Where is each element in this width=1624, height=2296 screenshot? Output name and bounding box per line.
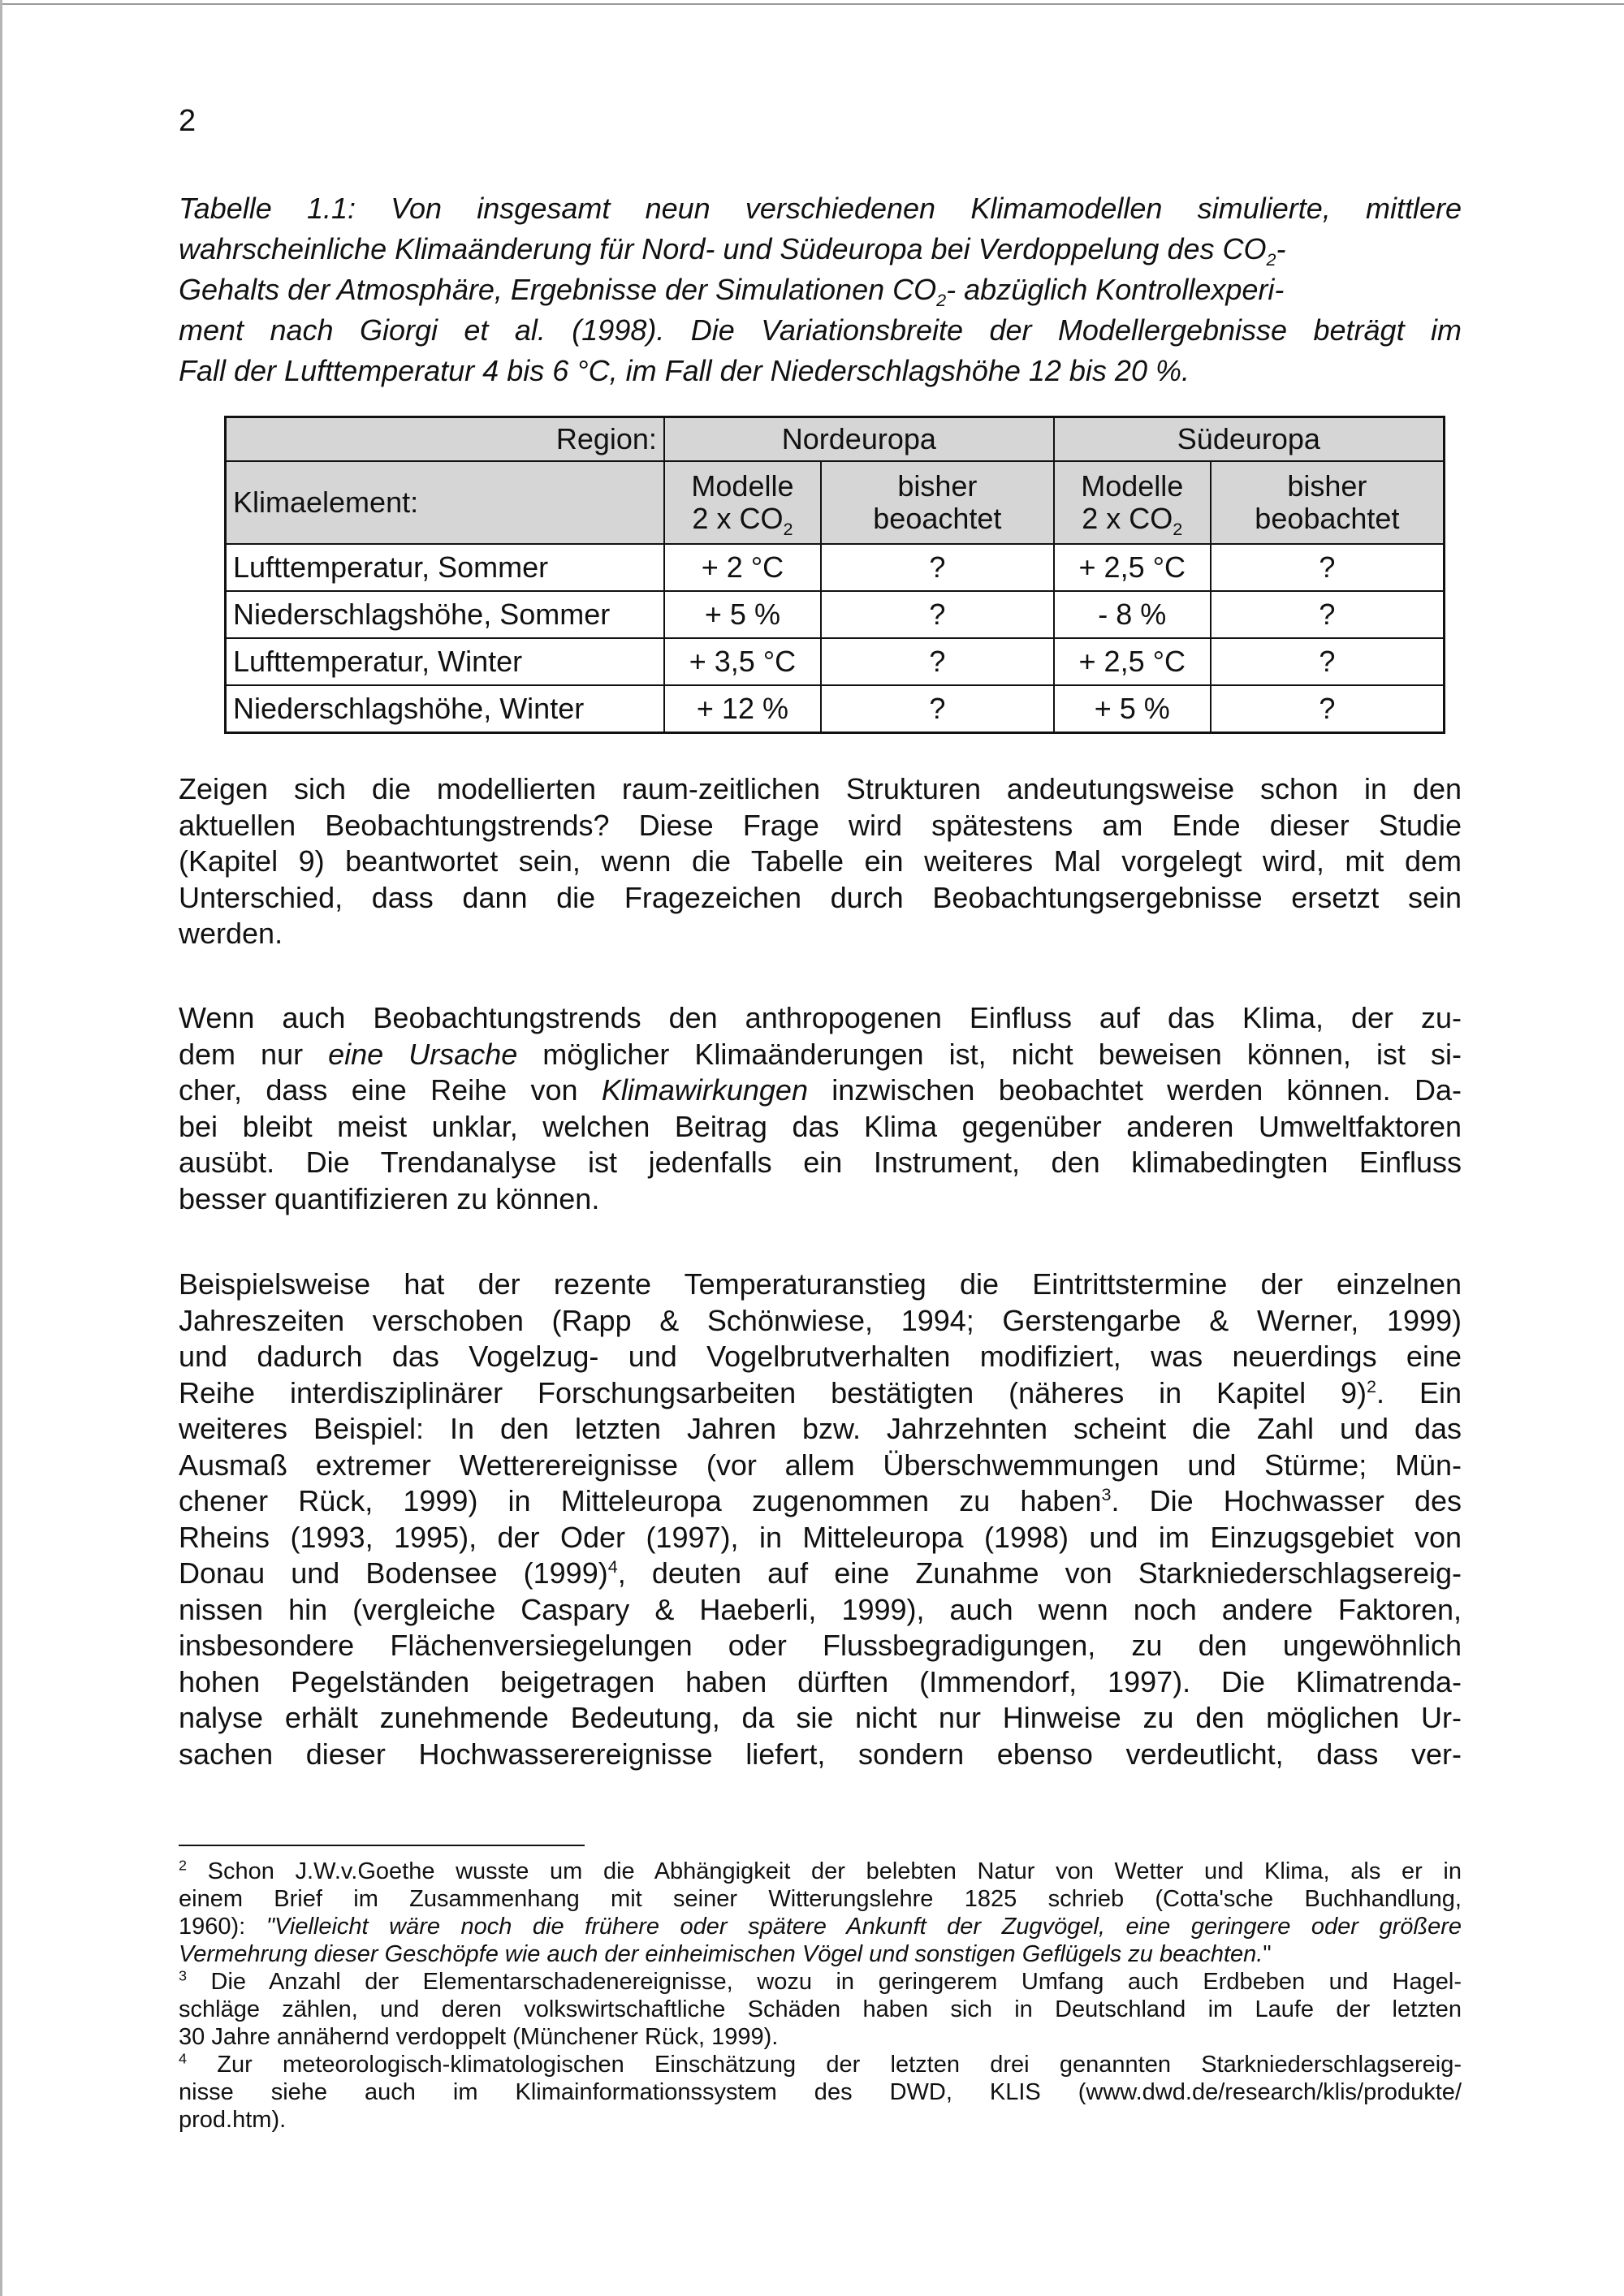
observed-sub: beoachtet [873, 502, 1002, 535]
text-line [179, 1375, 1462, 1412]
footnote-3-line [179, 1968, 1462, 1996]
quote: "Vielleicht wäre noch die frühere oder spätere Ankunft der Zugvögel, eine geringere oder größere [266, 1914, 1462, 1940]
text-run: inzwischen beobachtet werden können. Da- [807, 1073, 1462, 1107]
caption-text: - abzüglich Kontrollexperi- [946, 273, 1285, 306]
text-line: Zeigen sich die modellierten raum-zeitlichen Strukturen andeutungsweise schon in den [179, 772, 1462, 805]
text-line: hohen Pegelständen beigetragen haben dürften (Immendorf, 1997). Die Klimatrenda- [179, 1664, 1462, 1698]
north-observed-cell: ? [821, 544, 1054, 591]
text-run: chener Rück, 1999) in Mitteleuropa zugenommen zu haben [179, 1484, 1102, 1517]
text-run: . Die Hochwasser des [1111, 1484, 1462, 1517]
footnote-mark: 2 [179, 1857, 187, 1874]
text-run: , deuten auf eine Zunahme von Starkniederschlagsereig- [617, 1556, 1462, 1590]
models-label: Modelle [1081, 469, 1184, 503]
footnote-separator [179, 1845, 585, 1846]
text-line: und dadurch das Vogelzug- und Vogelbrutverhalten modifiziert, was neuerdings eine [179, 1340, 1462, 1373]
north-model-cell: + 12 % [664, 685, 821, 733]
text-line: weiteres Beispiel: In den letzten Jahren bzw. Jahrzehnten scheint die Zahl und das [179, 1412, 1462, 1445]
text-line: ausübt. Die Trendanalyse ist jedenfalls ein Instrument, den klimabedingten Einfluss [179, 1146, 1462, 1179]
footnote-ref: 2 [1367, 1375, 1377, 1396]
footnote-3-line: schläge zählen, und deren volkswirtschaftliche Schäden haben sich in Deutschland im Laufe der letzten [179, 1996, 1462, 2022]
climate-table [224, 416, 1445, 734]
text-line: besser quantifizieren zu können. [179, 1181, 600, 1215]
footnote-4-line: prod.htm). [179, 2107, 287, 2133]
paragraph-3 [179, 1267, 1462, 1772]
text-run: cher, dass eine Reihe von [179, 1073, 602, 1107]
subscript: 2 [1266, 249, 1276, 270]
table-row [226, 638, 1445, 685]
north-model-cell: + 3,5 °C [664, 638, 821, 685]
text-line: werden. [179, 917, 283, 950]
paragraph-1 [179, 771, 1462, 952]
subscript: 2 [783, 519, 793, 540]
element-label: Klimaelement: [226, 461, 664, 544]
footnote-4-line: nisse siehe auch im Klimainformationssystem des DWD, KLIS (www.dwd.de/research/klis/produkte/ [179, 2079, 1462, 2105]
element-cell: Niederschlagshöhe, Winter [226, 685, 664, 733]
models-sub-text: 2 x CO [692, 502, 784, 535]
text-line: insbesondere Flächenversiegelungen oder Flussbegradigungen, zu den ungewöhnlich [179, 1629, 1462, 1662]
text-line: Ausmaß extremer Wetterereignisse (vor allem Überschwemmungen und Stürme; Mün- [179, 1448, 1462, 1482]
table-row [226, 685, 1445, 733]
text-line [179, 1483, 1462, 1520]
footnote-3-line: 30 Jahre annähernd verdoppelt (Münchener Rück, 1999). [179, 2024, 779, 2050]
caption-dash: - [1276, 232, 1286, 265]
table-header-row [226, 417, 1445, 462]
south-observed-cell: ? [1211, 544, 1445, 591]
footnote-mark: 3 [179, 1967, 187, 1984]
south-model-cell: + 2,5 °C [1054, 638, 1211, 685]
text-run: . Ein [1376, 1375, 1462, 1409]
emphasis: eine Ursache [328, 1037, 518, 1071]
text-line: Wenn auch Beobachtungstrends den anthropogenen Einfluss auf das Klima, der zu- [179, 1001, 1462, 1034]
observed-label: bisher [1287, 469, 1367, 503]
south-models-header [1054, 461, 1211, 544]
footnote-ref: 3 [1101, 1484, 1112, 1504]
text-run: Reihe interdisziplinärer Forschungsarbeiten bestätigten (näheres in Kapitel 9) [179, 1375, 1367, 1409]
observed-label: bisher [897, 469, 978, 503]
page-number: 2 [179, 104, 197, 138]
footnote-2-line [179, 1913, 1462, 1940]
text-run: Donau und Bodensee (1999) [179, 1556, 608, 1590]
text-run: Zur meteorologisch-klimatologischen Einschätzung der letzten drei genannten Starkniederschlagsereig- [187, 2052, 1462, 2078]
models-sub [672, 502, 814, 540]
caption-line: Fall der Lufttemperatur 4 bis 6 °C, im Fall der Niederschlagshöhe 12 bis 20 %. [179, 354, 1190, 387]
text-line: bei bleibt meist unklar, welchen Beitrag das Klima gegenüber anderen Umweltfaktoren [179, 1109, 1462, 1143]
text-line: nissen hin (vergleiche Caspary & Haeberli, 1999), auch wenn noch andere Faktoren, [179, 1592, 1462, 1626]
north-observed-header [821, 461, 1054, 544]
text-run: 1960): [179, 1914, 266, 1940]
text-run: " [1263, 1941, 1272, 1967]
text-line: Rheins (1993, 1995), der Oder (1997), in Mitteleuropa (1998) und im Einzugsgebiet von [179, 1520, 1462, 1554]
text-line: Unterschied, dass dann die Fragezeichen durch Beobachtungsergebnisse ersetzt sein [179, 880, 1462, 914]
scan-edge-top [0, 3, 1624, 5]
text-line [179, 1072, 1462, 1109]
scan-edge-left [0, 0, 2, 2296]
north-observed-cell: ? [821, 638, 1054, 685]
models-sub [1061, 502, 1203, 540]
table-row [226, 544, 1445, 591]
south-observed-cell: ? [1211, 685, 1445, 733]
subscript: 2 [936, 290, 947, 311]
north-model-cell: + 2 °C [664, 544, 821, 591]
table-caption [179, 188, 1462, 391]
caption-text: Gehalts der Atmosphäre, Ergebnisse der Simulationen CO [179, 273, 937, 306]
models-sub-text: 2 x CO [1082, 502, 1173, 535]
text-line: sachen dieser Hochwasserereignisse liefert, sondern ebenso verdeutlicht, dass ver- [179, 1737, 1462, 1771]
text-line [179, 1037, 1462, 1073]
quote: Vermehrung dieser Geschöpfe wie auch der einheimischen Vögel und sonstigen Geflügels zu beachten. [179, 1941, 1263, 1967]
text-line: (Kapitel 9) beantwortet sein, wenn die Tabelle ein weiteres Mal vorgelegt wird, mit dem [179, 844, 1462, 878]
footnote-ref: 4 [607, 1556, 618, 1577]
south-model-cell: - 8 % [1054, 591, 1211, 638]
north-models-header [664, 461, 821, 544]
models-label: Modelle [691, 469, 794, 503]
footnote-mark: 4 [179, 2050, 187, 2067]
text-line: nalyse erhält zunehmende Bedeutung, da sie nicht nur Hinweise zu den möglichen Ur- [179, 1701, 1462, 1734]
table-subheader-row [226, 461, 1445, 544]
element-cell: Lufttemperatur, Winter [226, 638, 664, 685]
caption-text: wahrscheinliche Klimaänderung für Nord- und Südeuropa bei Verdoppelung des CO [179, 232, 1267, 265]
south-observed-cell: ? [1211, 591, 1445, 638]
emphasis: Klimawirkungen [601, 1073, 808, 1107]
table-row [226, 591, 1445, 638]
region-south: Südeuropa [1054, 417, 1445, 462]
caption-line: Tabelle 1.1: Von insgesamt neun verschiedenen Klimamodellen simulierte, mittlere [179, 192, 1462, 225]
caption-line [179, 270, 1462, 310]
text-run: dem nur [179, 1037, 329, 1071]
footnote-2-line: einem Brief im Zusammenhang mit seiner Witterungslehre 1825 schrieb (Cotta'sche Buchhandlung, [179, 1886, 1462, 1912]
region-north: Nordeuropa [664, 417, 1054, 462]
south-model-cell: + 2,5 °C [1054, 544, 1211, 591]
text-line: aktuellen Beobachtungstrends? Diese Frage wird spätestens am Ende dieser Studie [179, 808, 1462, 842]
south-observed-cell: ? [1211, 638, 1445, 685]
footnote-2-line [179, 1858, 1462, 1885]
caption-line [179, 229, 1462, 270]
footnote-2-line [179, 1940, 1462, 1968]
south-model-cell: + 5 % [1054, 685, 1211, 733]
north-observed-cell: ? [821, 685, 1054, 733]
north-observed-cell: ? [821, 591, 1054, 638]
subscript: 2 [1173, 519, 1183, 540]
paragraph-2 [179, 1000, 1462, 1217]
observed-sub: beobachtet [1255, 502, 1400, 535]
footnote-4-line [179, 2051, 1462, 2078]
region-label: Region: [226, 417, 664, 462]
north-model-cell: + 5 % [664, 591, 821, 638]
text-run: Schon J.W.v.Goethe wusste um die Abhängigkeit der belebten Natur von Wetter und Klima, als er in [187, 1858, 1462, 1884]
text-line [179, 1556, 1462, 1592]
element-cell: Niederschlagshöhe, Sommer [226, 591, 664, 638]
footnotes [179, 1858, 1462, 2134]
text-line: Beispielsweise hat der rezente Temperaturanstieg die Eintrittstermine der einzelnen [179, 1267, 1462, 1301]
text-run: möglicher Klimaänderungen ist, nicht beweisen können, ist si- [517, 1037, 1462, 1071]
element-cell: Lufttemperatur, Sommer [226, 544, 664, 591]
caption-line: ment nach Giorgi et al. (1998). Die Variationsbreite der Modellergebnisse beträgt im [179, 313, 1462, 347]
text-line: Jahreszeiten verschoben (Rapp & Schönwiese, 1994; Gerstengarbe & Werner, 1999) [179, 1303, 1462, 1337]
text-run: Die Anzahl der Elementarschadenereignisse, wozu in geringerem Umfang auch Erdbeben und Hagel- [187, 1969, 1462, 1995]
south-observed-header [1211, 461, 1445, 544]
